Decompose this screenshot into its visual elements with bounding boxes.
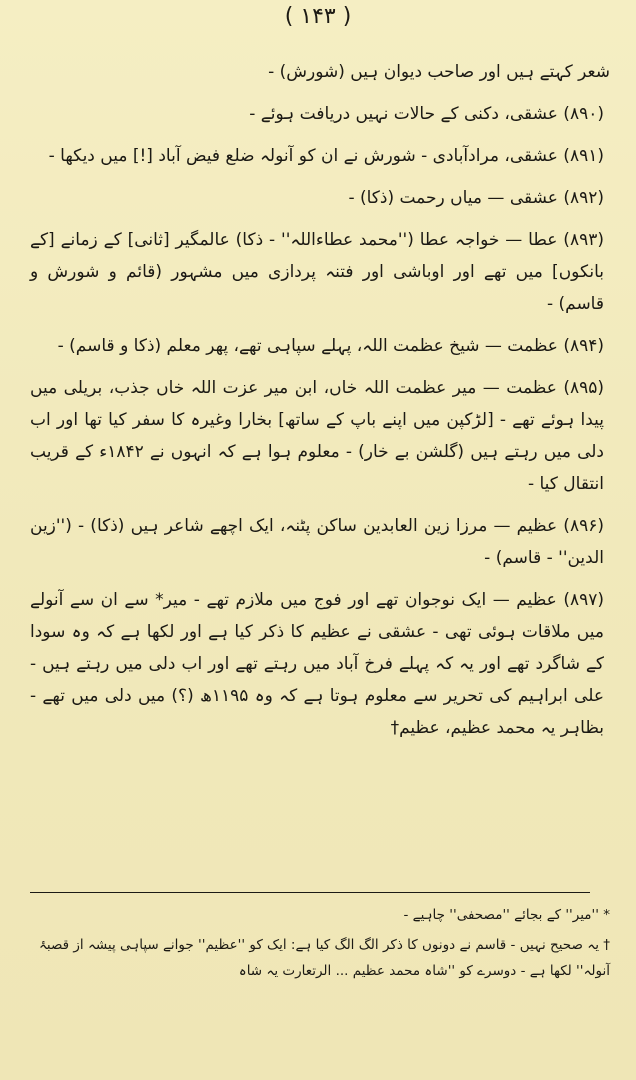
entry-893: (۸۹۳) عطا — خواجہ عطا (''محمد عطاءاللہ'' - ذکا) عالمگیر [ثانی] کے زمانے [کے بانکوں] میں تھے اور اوباشی اور فتنہ پردازی میں مشہور (قائم و شورش و قاسم) - <box>30 230 604 314</box>
paragraph: شعر کہتے ہیں اور صاحب دیوان ہیں (شورش) - <box>268 62 610 82</box>
footnote-divider <box>30 892 590 893</box>
footnotes <box>30 902 610 988</box>
main-text <box>30 56 610 754</box>
footnote: † یہ صحیح نہیں - قاسم نے دونوں کا ذکر الگ الگ کیا ہے: ایک کو ''عظیم'' جوانے سپاہی پیشہ از قصبۂ آنولہ'' لکھا ہے - دوسرے کو ''شاہ محمد عظیم ... الرتعارت یہ شاہ <box>38 937 610 979</box>
entry-897: (۸۹۷) عظیم — ایک نوجوان تھے اور فوج میں ملازم تھے - میر* سے ان سے آنولے میں ملاقات ہوئی تھی - عشقی نے عظیم کا ذکر کیا ہے اور لکھا ہے کہ وہ سودا کے شاگرد تھے اور یہ کہ پہلے فرخ آباد میں رہتے تھے اور اب دلی میں رہتے ہیں - علی ابراہیم کی تحریر سے معلوم ہوتا ہے کہ وہ ۱۱۹۵ھ (؟) میں دلی میں تھے - بظاہر یہ محمد عظیم، عظیم† <box>30 590 604 738</box>
footnote: * ''میر'' کے بجائے ''مصحفی'' چاہیے - <box>403 907 610 923</box>
entry-892: (۸۹۲) عشقی — میاں رحمت (ذکا) - <box>348 188 604 208</box>
page-number: ( ۱۴۳ ) <box>284 4 352 29</box>
entry-895: (۸۹۵) عظمت — میر عظمت اللہ خاں، ابن میر عزت اللہ خاں جذب، بریلی میں پیدا ہوئے تھے - [لڑکپن میں اپنے باپ کے ساتھ] بخارا وغیرہ کا سفر کیا تھا اور اب دلی میں رہتے ہیں (گلشن بے خار) - معلوم ہوا ہے کہ انہوں نے ۱۸۴۲ء کے قریب انتقال کیا - <box>30 378 604 494</box>
entry-890: (۸۹۰) عشقی، دکنی کے حالات نہیں دریافت ہوئے - <box>249 104 604 124</box>
entry-896: (۸۹۶) عظیم — مرزا زین العابدین ساکن پٹنہ، ایک اچھے شاعر ہیں (ذکا) - (''زین الدین'' - قاسم) - <box>30 516 604 568</box>
entry-891: (۸۹۱) عشقی، مرادآبادی - شورش نے ان کو آنولہ ضلع فیض آباد [!] میں دیکھا - <box>48 146 604 166</box>
entry-894: (۸۹۴) عظمت — شیخ عظمت اللہ، پہلے سپاہی تھے، پھر معلم (ذکا و قاسم) - <box>57 336 604 356</box>
